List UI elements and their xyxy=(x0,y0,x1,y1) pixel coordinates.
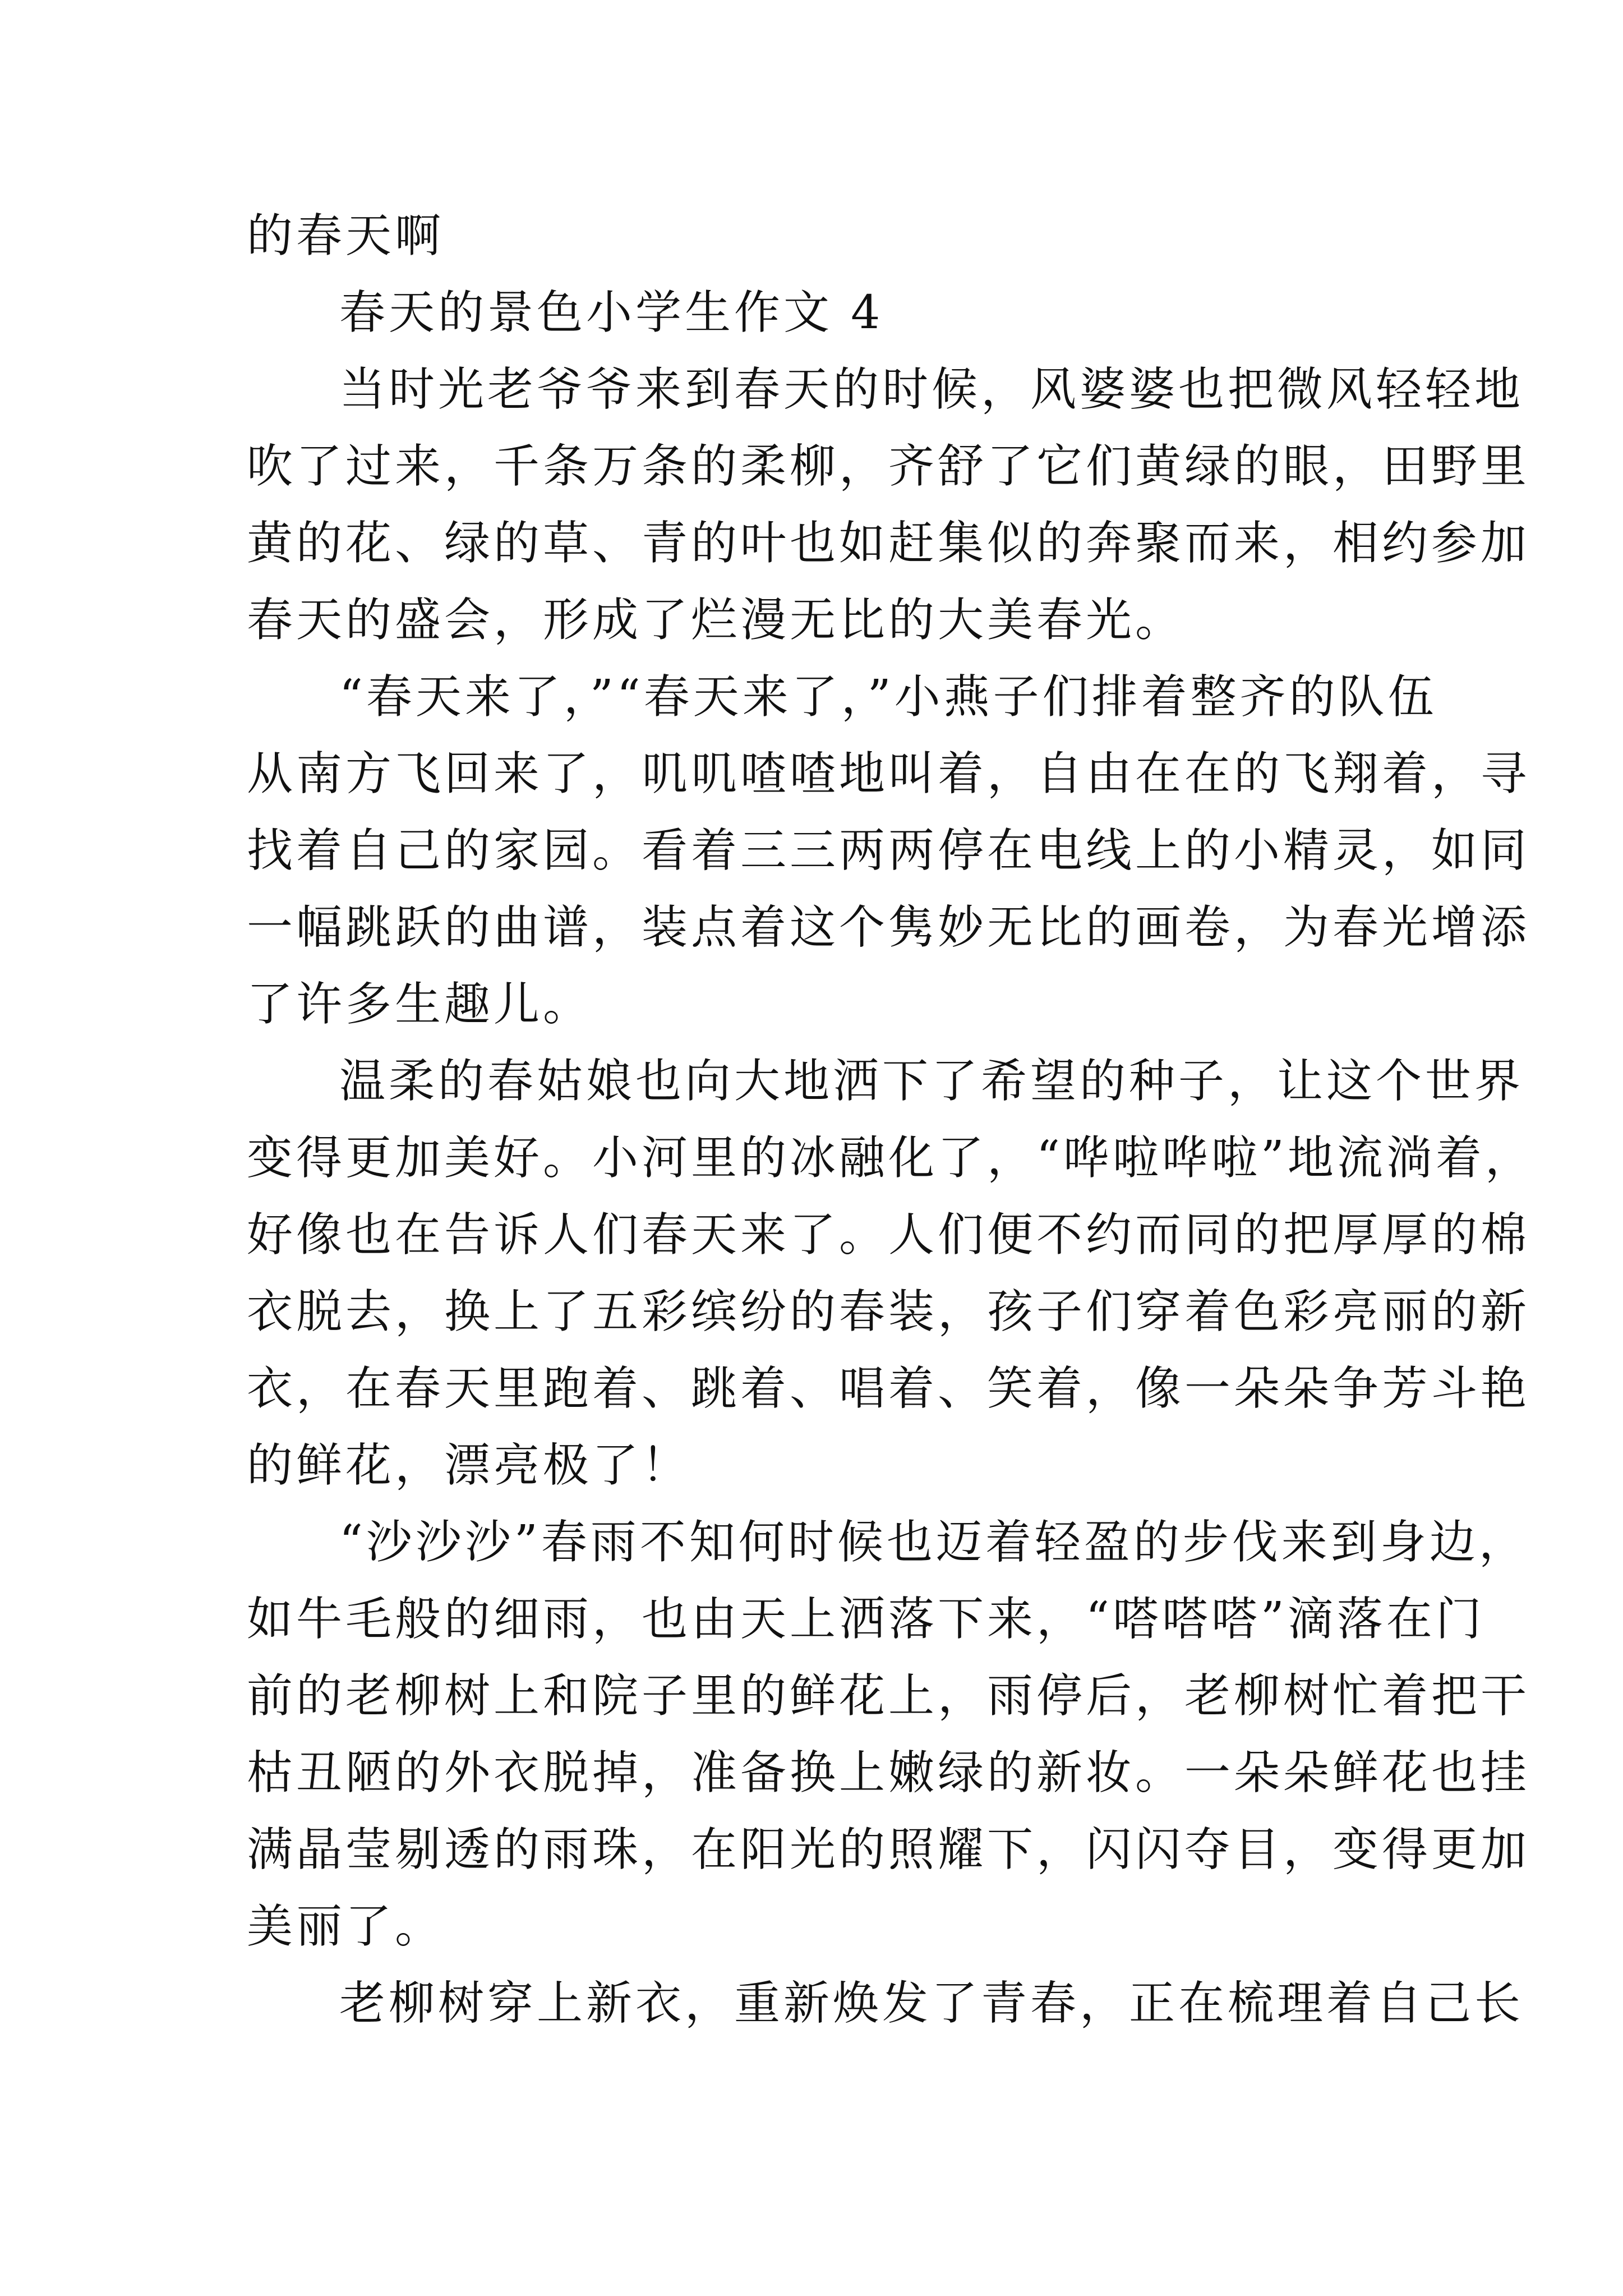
section-heading: 春天的景色小学生作文 4 xyxy=(339,286,884,339)
text-line: 如牛毛般的细雨，也由天上洒落下来，“嗒嗒嗒”滴落在门 xyxy=(247,1593,1485,1646)
paragraph-start-line: “春天来了，”“春天来了，”小燕子们排着整齐的队伍 xyxy=(339,670,1437,724)
text-line: 从南方飞回来了，叽叽喳喳地叫着，自由在在的飞翔着，寻 xyxy=(247,747,1530,800)
text-line: 衣，在春天里跑着、跳着、唱着、笑着，像一朵朵争芳斗艳 xyxy=(247,1362,1530,1415)
text-line: 的春天啊 xyxy=(247,209,445,263)
paragraph-start-line: 当时光老爷爷来到春天的时候，风婆婆也把微风轻轻地 xyxy=(339,363,1524,416)
text-line: 枯丑陋的外衣脱掉，准备换上嫩绿的新妆。一朵朵鲜花也挂 xyxy=(247,1746,1530,1800)
text-line: 春天的盛会，形成了烂漫无比的大美春光。 xyxy=(247,593,1185,647)
document-body xyxy=(247,197,1534,2042)
text-line: 好像也在告诉人们春天来了。人们便不约而同的把厚厚的棉 xyxy=(247,1208,1530,1262)
text-line: 满晶莹剔透的雨珠，在阳光的照耀下，闪闪夺目，变得更加 xyxy=(247,1823,1530,1876)
text-line: 变得更加美好。小河里的冰融化了，“哗啦哗啦”地流淌着， xyxy=(247,1131,1534,1185)
text-line: 吹了过来，千条万条的柔柳，齐舒了它们黄绿的眼，田野里 xyxy=(247,440,1530,493)
text-line: 找着自己的家园。看着三三两两停在电线上的小精灵，如同 xyxy=(247,824,1530,877)
paragraph-start-line: 温柔的春姑娘也向大地洒下了希望的种子，让这个世界 xyxy=(339,1055,1524,1108)
text-line: 衣脱去，换上了五彩缤纷的春装，孩子们穿着色彩亮丽的新 xyxy=(247,1285,1530,1338)
text-line: 美丽了。 xyxy=(247,1900,445,1953)
text-line: 的鲜花，漂亮极了！ xyxy=(247,1439,691,1492)
text-line: 一幅跳跃的曲谱，装点着这个隽妙无比的画卷，为春光增添 xyxy=(247,901,1530,954)
text-line: 黄的花、绿的草、青的叶也如赶集似的奔聚而来，相约参加 xyxy=(247,517,1530,570)
paragraph-start-line: 老柳树穿上新衣，重新焕发了青春，正在梳理着自己长 xyxy=(339,1977,1524,2030)
paragraph-start-line: “沙沙沙”春雨不知何时候也迈着轻盈的步伐来到身边， xyxy=(339,1516,1528,1569)
text-line: 前的老柳树上和院子里的鲜花上，雨停后，老柳树忙着把干 xyxy=(247,1669,1530,1723)
text-line: 了许多生趣儿。 xyxy=(247,978,593,1031)
